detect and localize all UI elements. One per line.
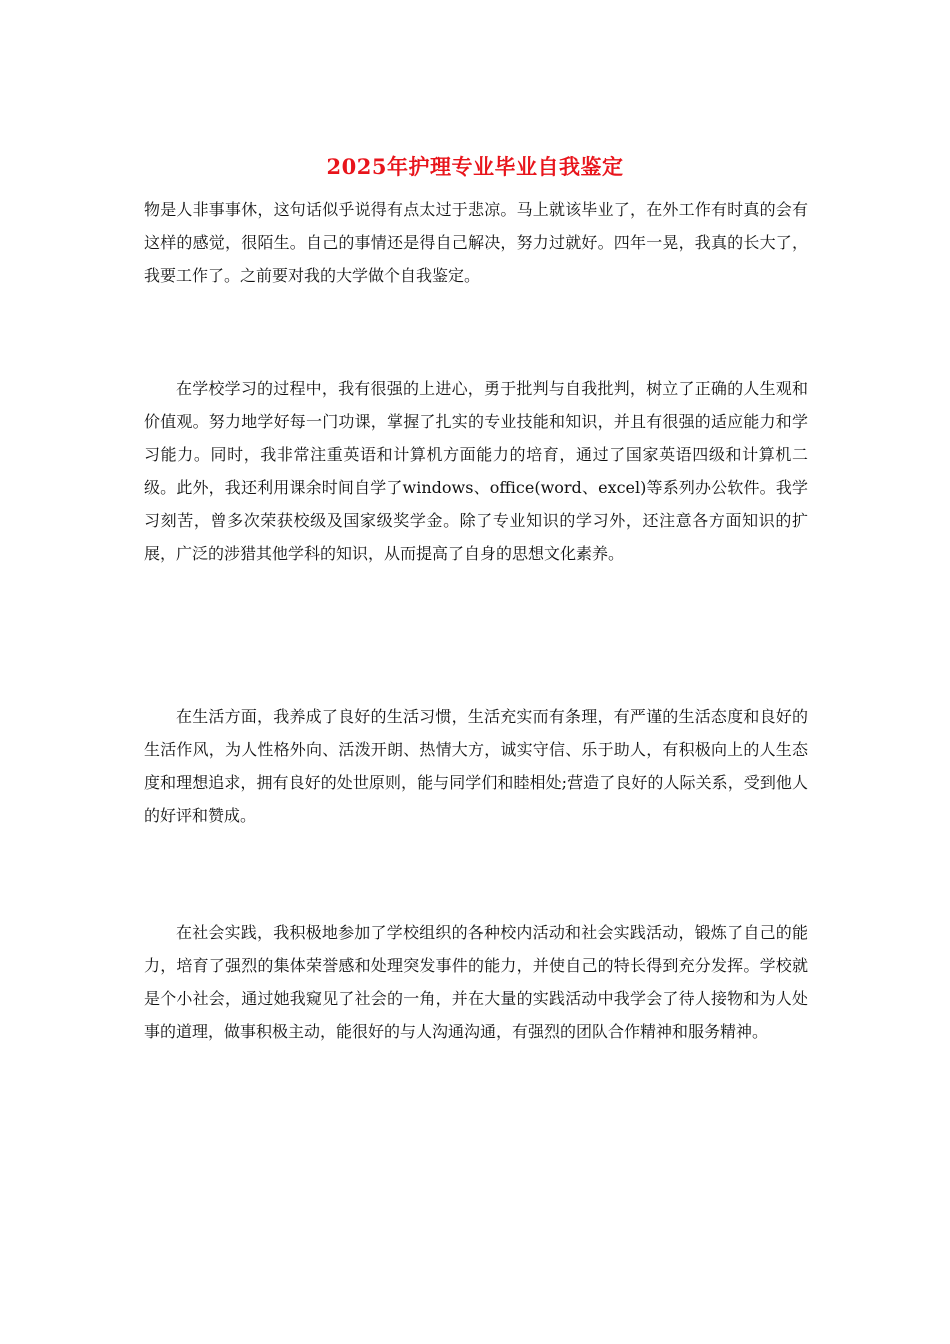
paragraph-intro: 物是人非事事休，这句话似乎说得有点太过于悲凉。马上就该毕业了，在外工作有时真的会有这样的感觉，很陌生。自己的事情还是得自己解决，努力过就好。四年一晃，我真的长大了，我要工作了。之前要对我的大学做个自我鉴定。 — [144, 200, 808, 285]
paragraph-life: 在生活方面，我养成了良好的生活习惯，生活充实而有条理，有严谨的生活态度和良好的生活作风，为人性格外向、活泼开朗、热情大方，诚实守信、乐于助人，有积极向上的人生态度和理想追求，拥有良好的处世原则，能与同学们和睦相处;营造了良好的人际关系，受到他人的好评和赞成。 — [144, 707, 808, 825]
paragraph-study: 在学校学习的过程中，我有很强的上进心，勇于批判与自我批判，树立了正确的人生观和价值观。努力地学好每一门功课，掌握了扎实的专业技能和知识，并且有很强的适应能力和学习能力。同时，我非常注重英语和计算机方面能力的培育，通过了国家英语四级和计算机二级。此外，我还利用课余时间自学了windows、office(word、excel)等系列办公软件。我学习刻苦，曾多次荣获校级及国家级奖学金。除了专业知识的学习外，还注意各方面知识的扩展，广泛的涉猎其他学科的知识，从而提高了自身的思想文化素养。 — [144, 379, 808, 563]
document-title: 2025年护理专业毕业自我鉴定 — [326, 154, 624, 179]
paragraph-social-practice: 在社会实践，我积极地参加了学校组织的各种校内活动和社会实践活动，锻炼了自己的能力，培育了强烈的集体荣誉感和处理突发事件的能力，并使自己的特长得到充分发挥。学校就是个小社会，通过她我窥见了社会的一角，并在大量的实践活动中我学会了待人接物和为人处事的道理，做事积极主动，能很好的与人沟通沟通，有强烈的团队合作精神和服务精神。 — [144, 923, 808, 1041]
